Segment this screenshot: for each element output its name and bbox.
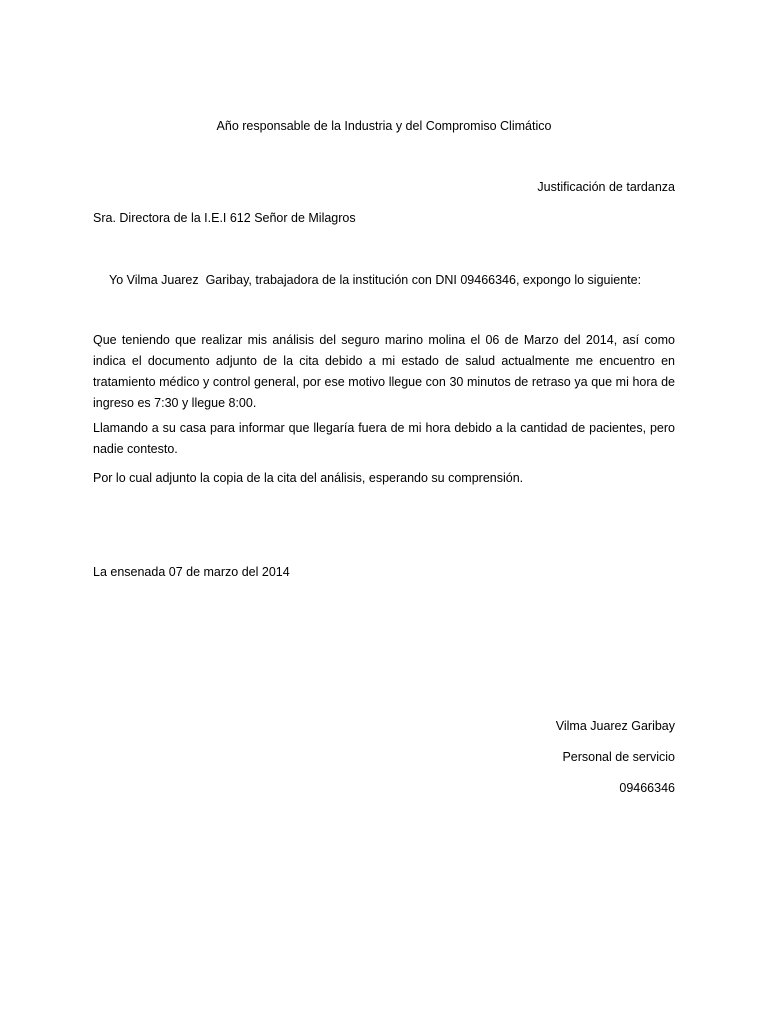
- intro-line: Yo Vilma Juarez Garibay, trabajadora de la institución con DNI 09466346, expongo lo siguiente:: [109, 273, 642, 287]
- signature-dni: 09466346: [619, 781, 675, 795]
- year-motto: Año responsable de la Industria y del Compromiso Climático: [216, 119, 552, 133]
- place-date: La ensenada 07 de marzo del 2014: [93, 565, 290, 579]
- recipient-line: Sra. Directora de la I.E.I 612 Señor de Milagros: [93, 211, 356, 225]
- body-paragraph-1: Que teniendo que realizar mis análisis del seguro marino molina el 06 de Marzo del 2014, así como indica el documento adjunto de la cita debido a mi estado de salud actualmente me encuentro en tratamiento médico y control general, por ese motivo llegue con 30 minutos de retraso ya que mi hora de ingreso es 7:30 y llegue 8:00.: [93, 333, 675, 410]
- subject-line: Justificación de tardanza: [537, 180, 675, 194]
- body-paragraph-2: Llamando a su casa para informar que llegaría fuera de mi hora debido a la cantidad de pacientes, pero nadie contesto.: [93, 421, 675, 456]
- body-paragraph-3: Por lo cual adjunto la copia de la cita del análisis, esperando su comprensión.: [93, 471, 524, 485]
- signature-role: Personal de servicio: [562, 750, 675, 764]
- signature-name: Vilma Juarez Garibay: [555, 719, 675, 733]
